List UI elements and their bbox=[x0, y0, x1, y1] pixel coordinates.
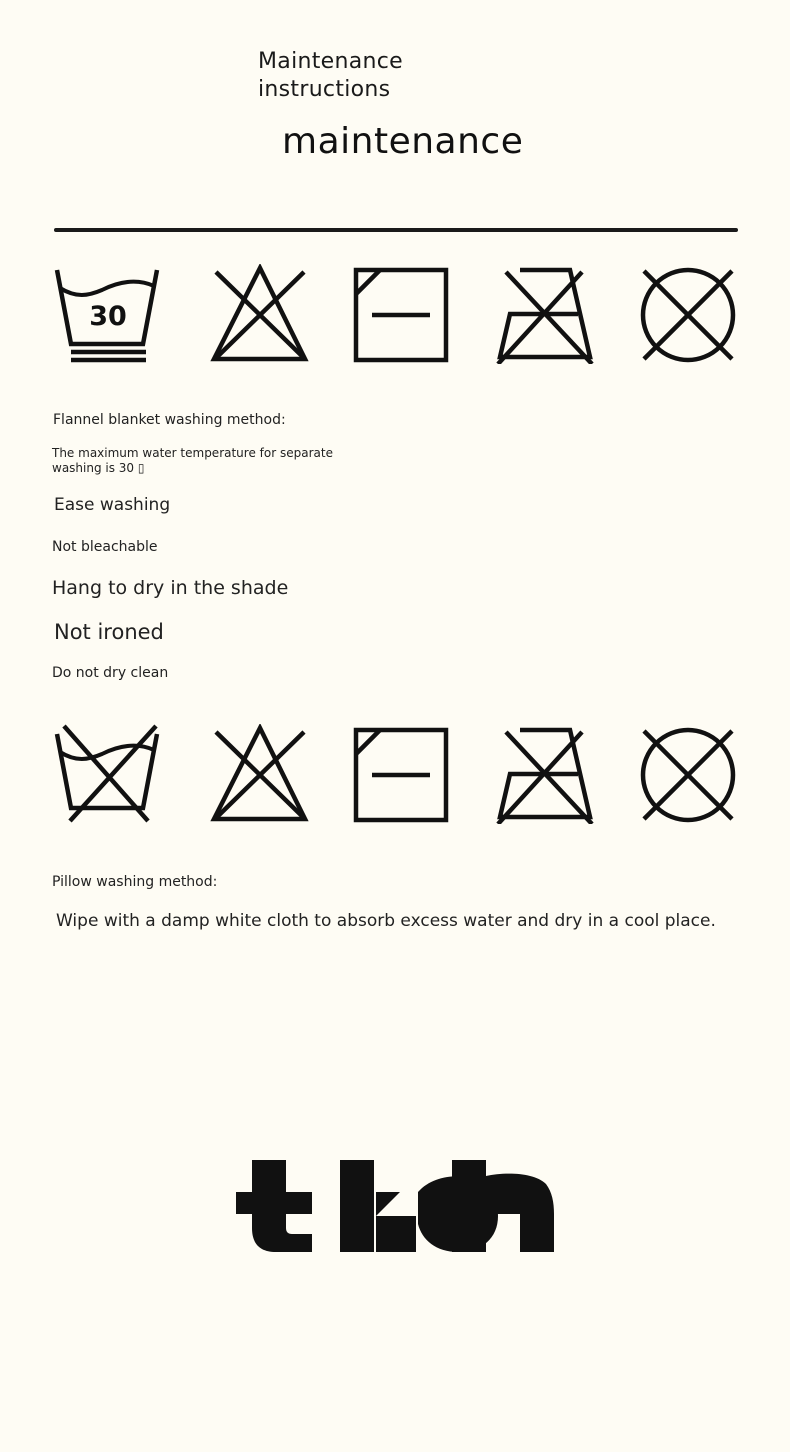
pillow-instruction: Wipe with a damp white cloth to absorb excess water and dry in a cool place. bbox=[56, 911, 716, 931]
blanket-care-icons bbox=[52, 264, 742, 364]
blanket-temperature-line-1: The maximum water temperature for separate bbox=[52, 446, 333, 460]
no-dry-clean-icon bbox=[636, 724, 746, 824]
dry-in-shade-icon bbox=[350, 724, 460, 824]
wash-temperature-label: 30 bbox=[89, 301, 127, 332]
header-line-2: instructions bbox=[258, 77, 391, 102]
no-bleach-icon bbox=[208, 724, 318, 824]
no-dry-clean-text: Do not dry clean bbox=[52, 665, 169, 681]
wash-30-gentle-icon bbox=[52, 264, 162, 364]
pillow-care-icons bbox=[52, 724, 742, 824]
hang-dry-text: Hang to dry in the shade bbox=[52, 577, 289, 599]
ease-washing-text: Ease washing bbox=[54, 495, 171, 515]
not-bleachable-text: Not bleachable bbox=[52, 539, 158, 555]
brand-logo bbox=[236, 1158, 554, 1254]
not-ironed-text: Not ironed bbox=[54, 620, 164, 644]
header-line-1: Maintenance bbox=[258, 49, 403, 74]
dry-in-shade-icon bbox=[350, 264, 460, 364]
no-bleach-icon bbox=[208, 264, 318, 364]
header-subtitle bbox=[258, 48, 403, 104]
divider bbox=[54, 228, 738, 232]
blanket-temperature-line-2: washing is 30 ▯ bbox=[52, 461, 145, 475]
no-dry-clean-icon bbox=[636, 264, 746, 364]
pillow-heading: Pillow washing method: bbox=[52, 874, 218, 890]
no-iron-icon bbox=[492, 264, 602, 364]
no-iron-icon bbox=[492, 724, 602, 824]
page-title: maintenance bbox=[282, 121, 524, 162]
blanket-heading: Flannel blanket washing method: bbox=[53, 412, 286, 428]
no-wash-icon bbox=[52, 724, 162, 824]
